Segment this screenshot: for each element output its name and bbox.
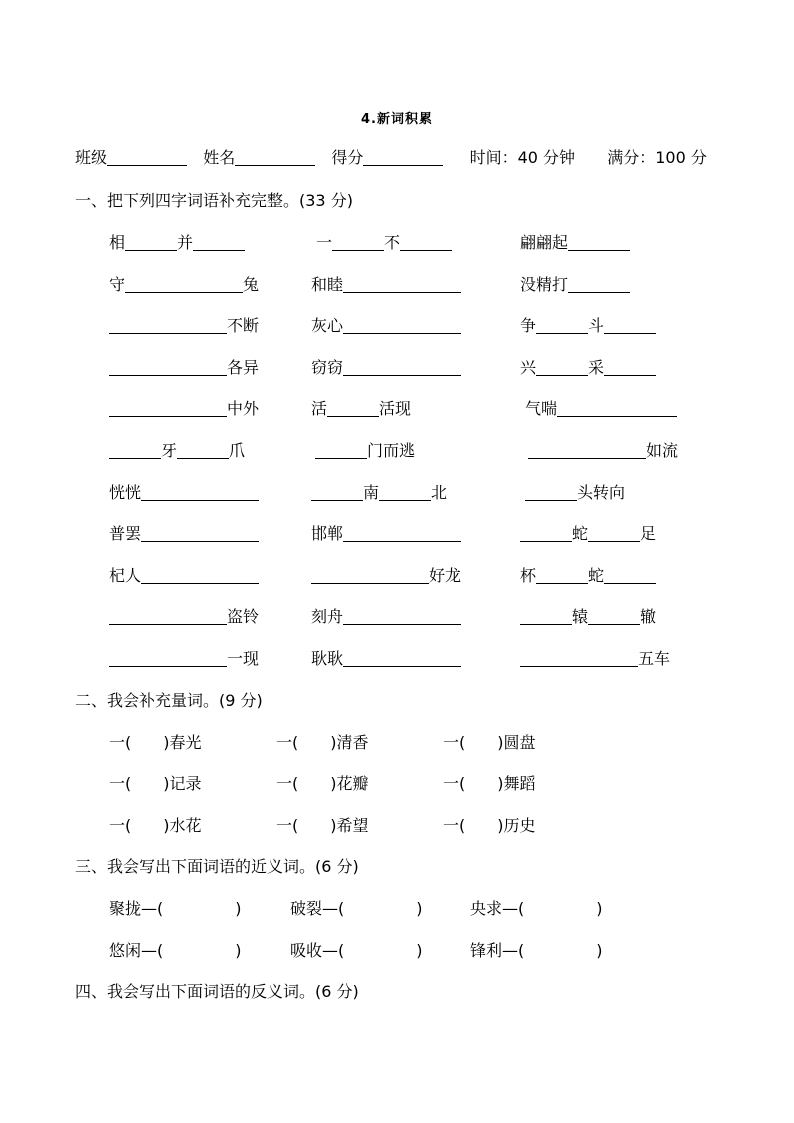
- measure-item-3: 一( )圆盘: [443, 733, 536, 752]
- idiom-r5c3: 气喘: [525, 399, 677, 419]
- blank[interactable]: [525, 484, 577, 501]
- synonym-item-5: 吸收—( ): [290, 941, 423, 960]
- idiom-r8c2: 邯郸: [311, 524, 461, 544]
- synonym-item-1: 聚拢—( ): [109, 899, 242, 918]
- idiom-r3c1: 不断: [109, 316, 259, 336]
- blank[interactable]: [400, 234, 452, 251]
- idiom-r7c1: 恍恍: [109, 483, 259, 503]
- idiom-r3c2: 灰心: [311, 316, 461, 336]
- measure-item-5: 一( )花瓣: [276, 774, 369, 793]
- blank[interactable]: [109, 608, 227, 625]
- blank[interactable]: [343, 317, 461, 334]
- blank[interactable]: [536, 317, 588, 334]
- idiom-r8c3: 蛇 足: [520, 524, 656, 544]
- idiom-r10c1: 盗铃: [109, 607, 259, 627]
- synonym-item-4: 悠闲—( ): [109, 941, 242, 960]
- blank[interactable]: [536, 359, 588, 376]
- measure-item-4: 一( )记录: [109, 774, 202, 793]
- class-blank[interactable]: [107, 149, 187, 166]
- blank[interactable]: [177, 442, 229, 459]
- idiom-r10c3: 辕 辙: [520, 607, 656, 627]
- page-title: 4.新词积累: [361, 112, 433, 127]
- blank[interactable]: [343, 276, 461, 293]
- measure-item-2: 一( )清香: [276, 733, 369, 752]
- blank[interactable]: [588, 525, 640, 542]
- blank[interactable]: [588, 608, 640, 625]
- blank[interactable]: [141, 484, 259, 501]
- idiom-r1c1: 相 并: [109, 233, 245, 253]
- section-1-heading: 一、把下列四字词语补充完整。(33 分): [75, 191, 353, 210]
- idiom-r9c1: 杞人: [109, 566, 259, 586]
- idiom-r4c2: 窃窃: [311, 358, 461, 378]
- blank[interactable]: [604, 567, 656, 584]
- name-blank[interactable]: [235, 149, 315, 166]
- blank[interactable]: [141, 525, 259, 542]
- blank[interactable]: [109, 650, 227, 667]
- blank[interactable]: [125, 276, 243, 293]
- idiom-r9c3: 杯 蛇: [520, 566, 656, 586]
- blank[interactable]: [343, 650, 461, 667]
- idiom-r4c3: 兴 采: [520, 358, 656, 378]
- time-text: 时间：40 分钟: [469, 148, 576, 167]
- blank[interactable]: [315, 442, 367, 459]
- idiom-r5c1: 中外: [109, 399, 259, 419]
- measure-item-8: 一( )希望: [276, 816, 369, 835]
- synonym-item-2: 破裂—( ): [290, 899, 423, 918]
- idiom-r11c1: 一现: [109, 649, 259, 669]
- blank[interactable]: [109, 359, 227, 376]
- blank[interactable]: [528, 442, 646, 459]
- blank[interactable]: [343, 359, 461, 376]
- idiom-r1c3: 翩翩起: [520, 233, 630, 253]
- blank[interactable]: [327, 400, 379, 417]
- section-4-heading: 四、我会写出下面词语的反义词。(6 分): [75, 982, 359, 1001]
- blank[interactable]: [568, 276, 630, 293]
- section-2-heading: 二、我会补充量词。(9 分): [75, 691, 263, 710]
- measure-item-9: 一( )历史: [443, 816, 536, 835]
- measure-item-1: 一( )春光: [109, 733, 202, 752]
- measure-item-6: 一( )舞蹈: [443, 774, 536, 793]
- idiom-r3c3: 争 斗: [520, 316, 656, 336]
- name-label: 姓名: [203, 148, 236, 167]
- idiom-r6c2: 门而逃: [315, 441, 415, 461]
- idiom-r1c2: 一 不: [316, 233, 452, 253]
- synonym-item-3: 央求—( ): [470, 899, 603, 918]
- section-3-heading: 三、我会写出下面词语的近义词。(6 分): [75, 857, 359, 876]
- blank[interactable]: [343, 525, 461, 542]
- blank[interactable]: [141, 567, 259, 584]
- idiom-r9c2: 好龙: [311, 566, 461, 586]
- idiom-r5c2: 活 活现: [311, 399, 412, 418]
- idiom-r4c1: 各异: [109, 358, 259, 378]
- blank[interactable]: [520, 650, 638, 667]
- idiom-r7c3: 头转向: [525, 483, 625, 503]
- class-label: 班级: [75, 148, 108, 167]
- blank[interactable]: [311, 567, 429, 584]
- blank[interactable]: [109, 442, 161, 459]
- blank[interactable]: [568, 234, 630, 251]
- idiom-r6c1: 牙 爪: [109, 441, 245, 461]
- idiom-r6c3: 如流: [528, 441, 678, 461]
- score-blank[interactable]: [363, 149, 443, 166]
- blank[interactable]: [379, 484, 431, 501]
- header-info: [75, 148, 707, 168]
- blank[interactable]: [109, 400, 227, 417]
- idiom-r11c3: 五车: [520, 649, 670, 669]
- idiom-r8c1: 普罢: [109, 524, 259, 544]
- blank[interactable]: [332, 234, 384, 251]
- blank[interactable]: [311, 484, 363, 501]
- synonym-item-6: 锋利—( ): [470, 941, 603, 960]
- idiom-r2c3: 没精打: [520, 275, 630, 295]
- blank[interactable]: [520, 525, 572, 542]
- blank[interactable]: [109, 317, 227, 334]
- blank[interactable]: [604, 317, 656, 334]
- blank[interactable]: [536, 567, 588, 584]
- idiom-r10c2: 刻舟: [311, 607, 461, 627]
- blank[interactable]: [557, 400, 677, 417]
- score-label: 得分: [331, 148, 364, 167]
- blank[interactable]: [193, 234, 245, 251]
- idiom-r7c2: 南 北: [311, 483, 447, 503]
- idiom-r11c2: 耿耿: [311, 649, 461, 669]
- blank[interactable]: [343, 608, 461, 625]
- blank[interactable]: [125, 234, 177, 251]
- blank[interactable]: [604, 359, 656, 376]
- full-score-text: 满分：100 分: [607, 148, 707, 167]
- measure-item-7: 一( )水花: [109, 816, 202, 835]
- idiom-r2c1: 守 兔: [109, 275, 260, 294]
- idiom-r2c2: 和睦: [311, 275, 461, 295]
- blank[interactable]: [520, 608, 572, 625]
